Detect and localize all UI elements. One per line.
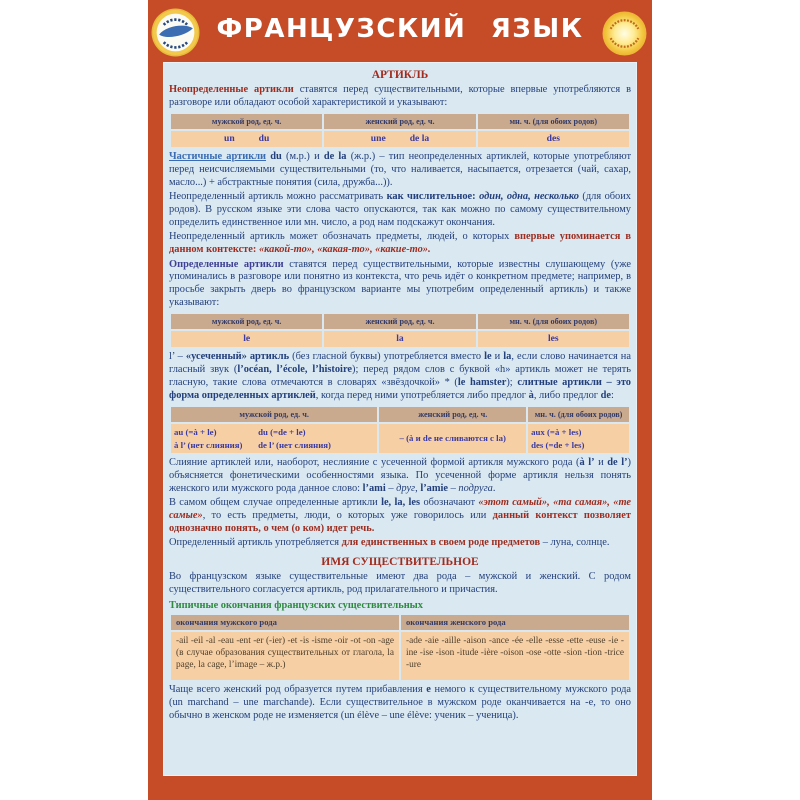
table-value-cell: -ail -eil -al -eau -ent -er (-ier) -et -is -isme -oir -ot -on -age (в случае образования существительных от глагола, la page, la cage, l’image – ж.р.): [171, 632, 399, 680]
poster-title: ФРАНЦУЗСКИЙ ЯЗЫК: [216, 14, 584, 44]
contracted-articles-table: [171, 407, 629, 453]
table-header-cell: мн. ч. (для обоих родов): [478, 114, 629, 129]
paragraph-first-mention: Неопределенный артикль может обозначать предметы, людей, о которых впервые упоминается в данном контексте: «какой-то», «какая-то», «какие-то».: [169, 231, 631, 256]
article-value: aux (=à + les): [531, 426, 582, 437]
paragraph-general-meaning: В самом общем случае определенные артикли le, la, les обозначают «этот самый», «та самая», «те самые», то есть предметы, люди, о которых уже говорилось или данный контекст позволяет однозначно понять, о чем (о ком) идет речь.: [169, 497, 632, 534]
section-heading-noun: ИМЯ СУЩЕСТВИТЕЛЬНОЕ: [321, 556, 479, 569]
paragraph-indefinite-articles: Неопределенные артикли ставятся перед существительными, которые впервые употребляются в разговоре или обладают особой характеристикой и указывают:: [169, 84, 632, 108]
table-header-cell: мн. ч. (для обоих родов): [478, 314, 629, 329]
paragraph-unique-objects: Определенный артикль употребляется для единственных в своем роде предметов – луна, солнце.: [169, 537, 610, 549]
paragraph-noun-intro: Во французском языке существительные имеют два рода – мужской и женский. С родом существительного согласуется артикль, род прилагательного и причастия.: [169, 571, 631, 596]
poster: [148, 0, 652, 800]
table-value-cell: [528, 424, 629, 453]
article-value: des: [546, 132, 560, 144]
table-value-cell: [324, 131, 475, 147]
article-value: le: [243, 333, 251, 345]
article-value: les: [547, 333, 559, 345]
article-value: du (=de + le): [258, 426, 306, 437]
definite-articles-table: [171, 314, 629, 347]
publisher-badge-right-icon: [602, 11, 647, 56]
paragraph-fusion-phonetics: Слияние артиклей или, наоборот, неслияние с усеченной формой артикля мужского рода (à l’ и de l’) объясняется фонетическими особенностями языка. По усеченной форме артикля нельзя понять женского или мужского рода данное слово: l’ami – друг, l’amie – подруга.: [169, 456, 632, 494]
table-header-cell: женский род, ед. ч.: [324, 114, 475, 129]
table-value-cell: -ade -aie -aille -aison -ance -ée -elle -esse -ette -euse -ie -ine -ise -ison -itude -ière -oison -ose -otte -sion -tion -trice -ure: [401, 632, 629, 680]
table-header-cell: мн. ч. (для обоих родов): [528, 407, 629, 422]
article-value: du: [258, 132, 270, 144]
paragraph-definite-articles: Определенные артикли ставятся перед существительными, которые известны слушающему (уже упоминались в разговоре или понятно из контекста, что речь идёт о конкретном предмете; например, в просьбе закрыть дверь во французском варианте мы употребим определенный артикль) и также указывают:: [169, 258, 631, 309]
table-header-cell: окончания мужского рода: [171, 615, 399, 630]
article-value: un: [223, 132, 235, 144]
paragraph-partial-articles: Частичные артикли du (м.р.) и de la (ж.р.) – тип неопределенных артиклей, которые употребляют перед неисчисляемыми существительными (то, что наливается, насыпается, отрезается (чай, сахар, масло...) + абстрактные понятия (сила, дружба...)).: [169, 150, 631, 188]
content-panel: [163, 62, 637, 776]
table-value-cell: [478, 131, 629, 147]
section-heading-article: АРТИКЛЬ: [371, 69, 429, 81]
table-header-cell: женский род, ед. ч.: [324, 314, 475, 329]
paragraph-article-as-numeral: Неопределенный артикль можно рассматривать как числительное: один, одна, несколько (для обоих родов). В русском языке эти слова часто опускаются, так как можно по самому существительному определить единственное или мн. число, а род нам подскажут окончания.: [169, 191, 632, 228]
article-value: à l’ (нет слияния): [174, 439, 243, 450]
table-header-cell: мужской род, ед. ч.: [171, 114, 322, 129]
paragraph-feminine-formation: Чаще всего женский род образуется путем прибавления e немого к существительному мужского рода (un marchand – une marchande). Если существительное в мужском роде оканчивается на -e, то оно обычно в женском роде не изменяется (un élève – une élève: ученик – ученица).: [169, 683, 631, 721]
article-value: au (=à + le): [174, 426, 217, 437]
indefinite-articles-table: [171, 114, 629, 147]
article-value: de l’ (нет слияния): [258, 439, 331, 450]
article-value: de la: [409, 132, 430, 144]
table-value-cell: – (à и de не сливаются с la): [379, 424, 526, 453]
table-header-cell: женский род, ед. ч.: [379, 407, 526, 422]
table-value-cell: [171, 331, 322, 347]
endings-subtitle: Типичные окончания французских существительных: [169, 599, 423, 611]
table-header-cell: мужской род, ед. ч.: [171, 314, 322, 329]
article-value: la: [396, 333, 404, 345]
table-value-cell: [478, 331, 629, 347]
article-value: des (=de + les): [531, 439, 585, 450]
noun-endings-table: [171, 615, 629, 680]
table-header-cell: окончания женского рода: [401, 615, 629, 630]
table-value-cell: [171, 424, 377, 453]
table-value-cell: [324, 331, 475, 347]
article-value: une: [370, 132, 386, 144]
paragraph-elision-contraction: l’ – «усеченный» артикль (без гласной буквы) употребляется вместо le и la, если слово начинается на гласный звук (l’océan, l’école, l’histoire); перед рядом слов с буквой «h» артикль может не терять гласную, такие слова отмечаются в словарях «звёздочкой» * (le hamster); слитные артикли – это форма определенных артиклей, когда перед ними употребляется либо предлог à, либо предлог de:: [169, 351, 631, 401]
table-value-cell: [171, 131, 322, 147]
poster-header: [148, 0, 652, 62]
table-header-cell: мужской род, ед. ч.: [171, 407, 377, 422]
